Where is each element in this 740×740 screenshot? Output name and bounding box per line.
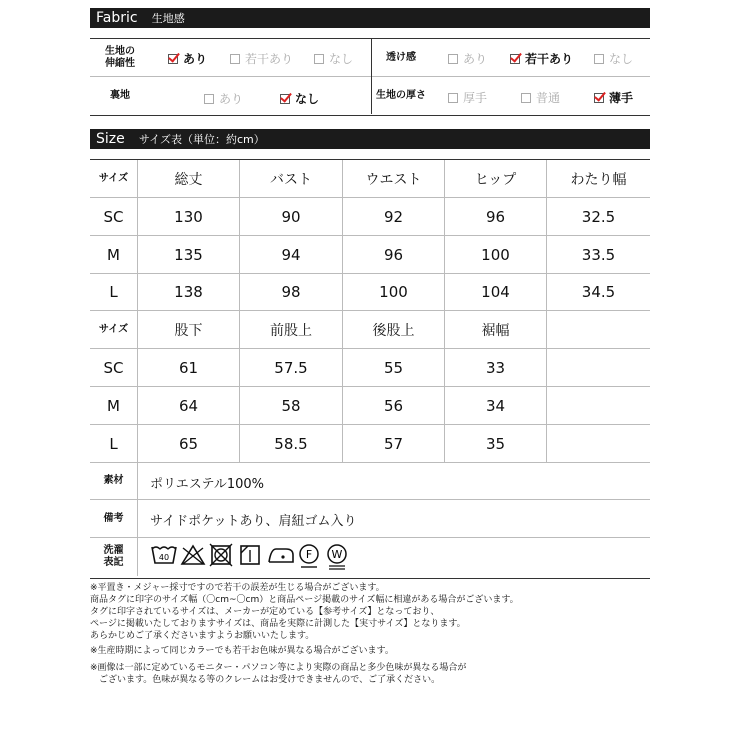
size-title: Size bbox=[96, 131, 125, 147]
divider bbox=[90, 76, 650, 77]
table-cell: 96 bbox=[485, 207, 506, 226]
note-line: ※平置き・メジャー採寸ですので若干の誤差が生じる場合がございます。 bbox=[90, 583, 385, 593]
checked-checkbox-icon bbox=[168, 54, 178, 64]
table-cell: 58.5 bbox=[274, 434, 308, 453]
table-cell: 57.5 bbox=[274, 358, 308, 377]
table-cell: 96 bbox=[383, 245, 404, 264]
remarks-value: サイドポケットあり、肩紐ゴム入り bbox=[150, 514, 357, 529]
checked-checkbox-icon bbox=[510, 54, 520, 64]
table-cell: 135 bbox=[174, 245, 203, 264]
table-cell: 64 bbox=[178, 396, 199, 415]
divider bbox=[90, 537, 650, 538]
no-bleach-icon bbox=[180, 543, 206, 567]
note-line: ※画像は一部に定めているモニター・パソコン等により実際の商品と多少色味が異なる場合が bbox=[90, 663, 467, 673]
fabric-header bbox=[90, 8, 650, 28]
note-line: 商品タグに印字のサイズ幅（〇cm~〇cm）と商品ページ掲載のサイズ幅に相違がある場合がございます。 bbox=[90, 595, 519, 605]
table-cell: 100 bbox=[379, 283, 408, 301]
size-label: L bbox=[109, 283, 118, 301]
size-label: SC bbox=[103, 358, 124, 377]
table-cell: 94 bbox=[281, 245, 301, 264]
table-cell: 33.5 bbox=[581, 245, 616, 264]
note-line: タグに印字されているサイズは、メーカーが定めている【参考サイズ】となっており、 bbox=[90, 607, 440, 617]
care-label: 洗濯 表記 bbox=[103, 545, 124, 568]
table-cell: 65 bbox=[178, 434, 199, 453]
checkbox-icon bbox=[314, 54, 324, 64]
lining-option-yes: あり bbox=[204, 90, 243, 107]
table-header: 股下 bbox=[174, 322, 203, 339]
no-tumble-dry-icon bbox=[209, 543, 233, 567]
wash-40-icon bbox=[150, 543, 178, 567]
divider bbox=[90, 462, 650, 463]
table-cell: 56 bbox=[383, 396, 404, 415]
size-corner-label: サイズ bbox=[98, 172, 129, 184]
table-header: 後股上 bbox=[372, 322, 415, 339]
checkbox-icon bbox=[448, 54, 458, 64]
wet-clean-w-icon bbox=[325, 543, 349, 571]
table-header: 前股上 bbox=[270, 322, 312, 339]
sheerness-label: 透け感 bbox=[386, 51, 416, 63]
size-label: M bbox=[107, 245, 120, 264]
table-header: 総丈 bbox=[174, 171, 203, 188]
stretch-label: 生地の 伸縮性 bbox=[105, 45, 135, 69]
material-value: ポリエステル100% bbox=[150, 477, 264, 492]
checkbox-icon bbox=[521, 93, 531, 103]
table-header: ヒップ bbox=[474, 171, 517, 188]
table-cell: 32.5 bbox=[581, 207, 616, 226]
drip-dry-shade-icon bbox=[238, 543, 262, 567]
lining-option-no: なし bbox=[280, 90, 319, 107]
table-cell: 34.5 bbox=[581, 283, 616, 301]
thickness-option-thick: 厚手 bbox=[448, 89, 487, 106]
checked-checkbox-icon bbox=[594, 93, 604, 103]
sheerness-option-no: なし bbox=[594, 50, 633, 67]
stretch-option-yes: あり bbox=[168, 50, 207, 67]
iron-low-icon bbox=[266, 543, 296, 567]
checkbox-icon bbox=[204, 94, 214, 104]
table-header: わたり幅 bbox=[570, 171, 627, 188]
table-header: ウエスト bbox=[365, 171, 422, 188]
table-cell: 58 bbox=[281, 396, 301, 415]
table-cell: 33 bbox=[485, 358, 506, 377]
checked-checkbox-icon bbox=[280, 94, 290, 104]
sheerness-option-slight: 若干あり bbox=[510, 50, 573, 67]
remarks-label: 備考 bbox=[103, 512, 124, 524]
size-corner-label: サイズ bbox=[98, 323, 129, 335]
table-cell: 35 bbox=[485, 434, 506, 453]
material-label: 素材 bbox=[103, 475, 124, 486]
stretch-option-slight: 若干あり bbox=[230, 50, 293, 67]
table-cell: 100 bbox=[481, 245, 510, 264]
size-subtitle: サイズ表（単位：約cm） bbox=[138, 133, 265, 146]
fabric-subtitle: 生地感 bbox=[151, 12, 185, 25]
note-line: ※生産時期によって同じカラーでも若干お色味が異なる場合がございます。 bbox=[90, 646, 394, 656]
table-cell: 138 bbox=[174, 283, 203, 301]
table-cell: 130 bbox=[174, 207, 203, 226]
note-line: あらかじめご了承くださいますようお願いいたします。 bbox=[90, 631, 315, 641]
size-label: L bbox=[109, 434, 118, 453]
table-cell: 57 bbox=[383, 434, 404, 453]
table-cell: 92 bbox=[383, 207, 404, 226]
divider bbox=[90, 499, 650, 500]
table-header: バスト bbox=[270, 171, 312, 188]
checkbox-icon bbox=[230, 54, 240, 64]
size-label: M bbox=[107, 396, 120, 415]
dry-clean-label: F bbox=[305, 548, 313, 561]
note-line: ページに掲載いたしておりますサイズは、商品を実際に計測した【実寸サイズ】となります。 bbox=[90, 619, 466, 629]
thickness-label: 生地の厚さ bbox=[376, 89, 426, 101]
checkbox-icon bbox=[594, 54, 604, 64]
note-line: ございます。色味が異なる等のクレームはお受けできませんので、ご了承ください。 bbox=[90, 675, 441, 685]
table-cell: 104 bbox=[481, 283, 510, 301]
fabric-title: Fabric bbox=[96, 10, 138, 26]
sheerness-option-yes: あり bbox=[448, 50, 487, 67]
table-cell: 34 bbox=[485, 396, 506, 415]
dry-clean-f-icon bbox=[297, 543, 321, 569]
thickness-option-normal: 普通 bbox=[521, 89, 560, 106]
wet-clean-label: W bbox=[331, 548, 343, 561]
table-cell: 55 bbox=[383, 358, 404, 377]
size-label: SC bbox=[103, 207, 124, 226]
size-header bbox=[90, 129, 650, 149]
lining-label: 裏地 bbox=[110, 89, 130, 101]
wash-temp-label: 40 bbox=[158, 553, 170, 562]
table-cell: 90 bbox=[281, 207, 301, 226]
stretch-option-no: なし bbox=[314, 50, 353, 67]
table-cell: 98 bbox=[281, 283, 301, 301]
table-cell: 61 bbox=[178, 358, 199, 377]
thickness-option-thin: 薄手 bbox=[594, 89, 633, 106]
checkbox-icon bbox=[448, 93, 458, 103]
table-header: 裾幅 bbox=[481, 322, 510, 339]
